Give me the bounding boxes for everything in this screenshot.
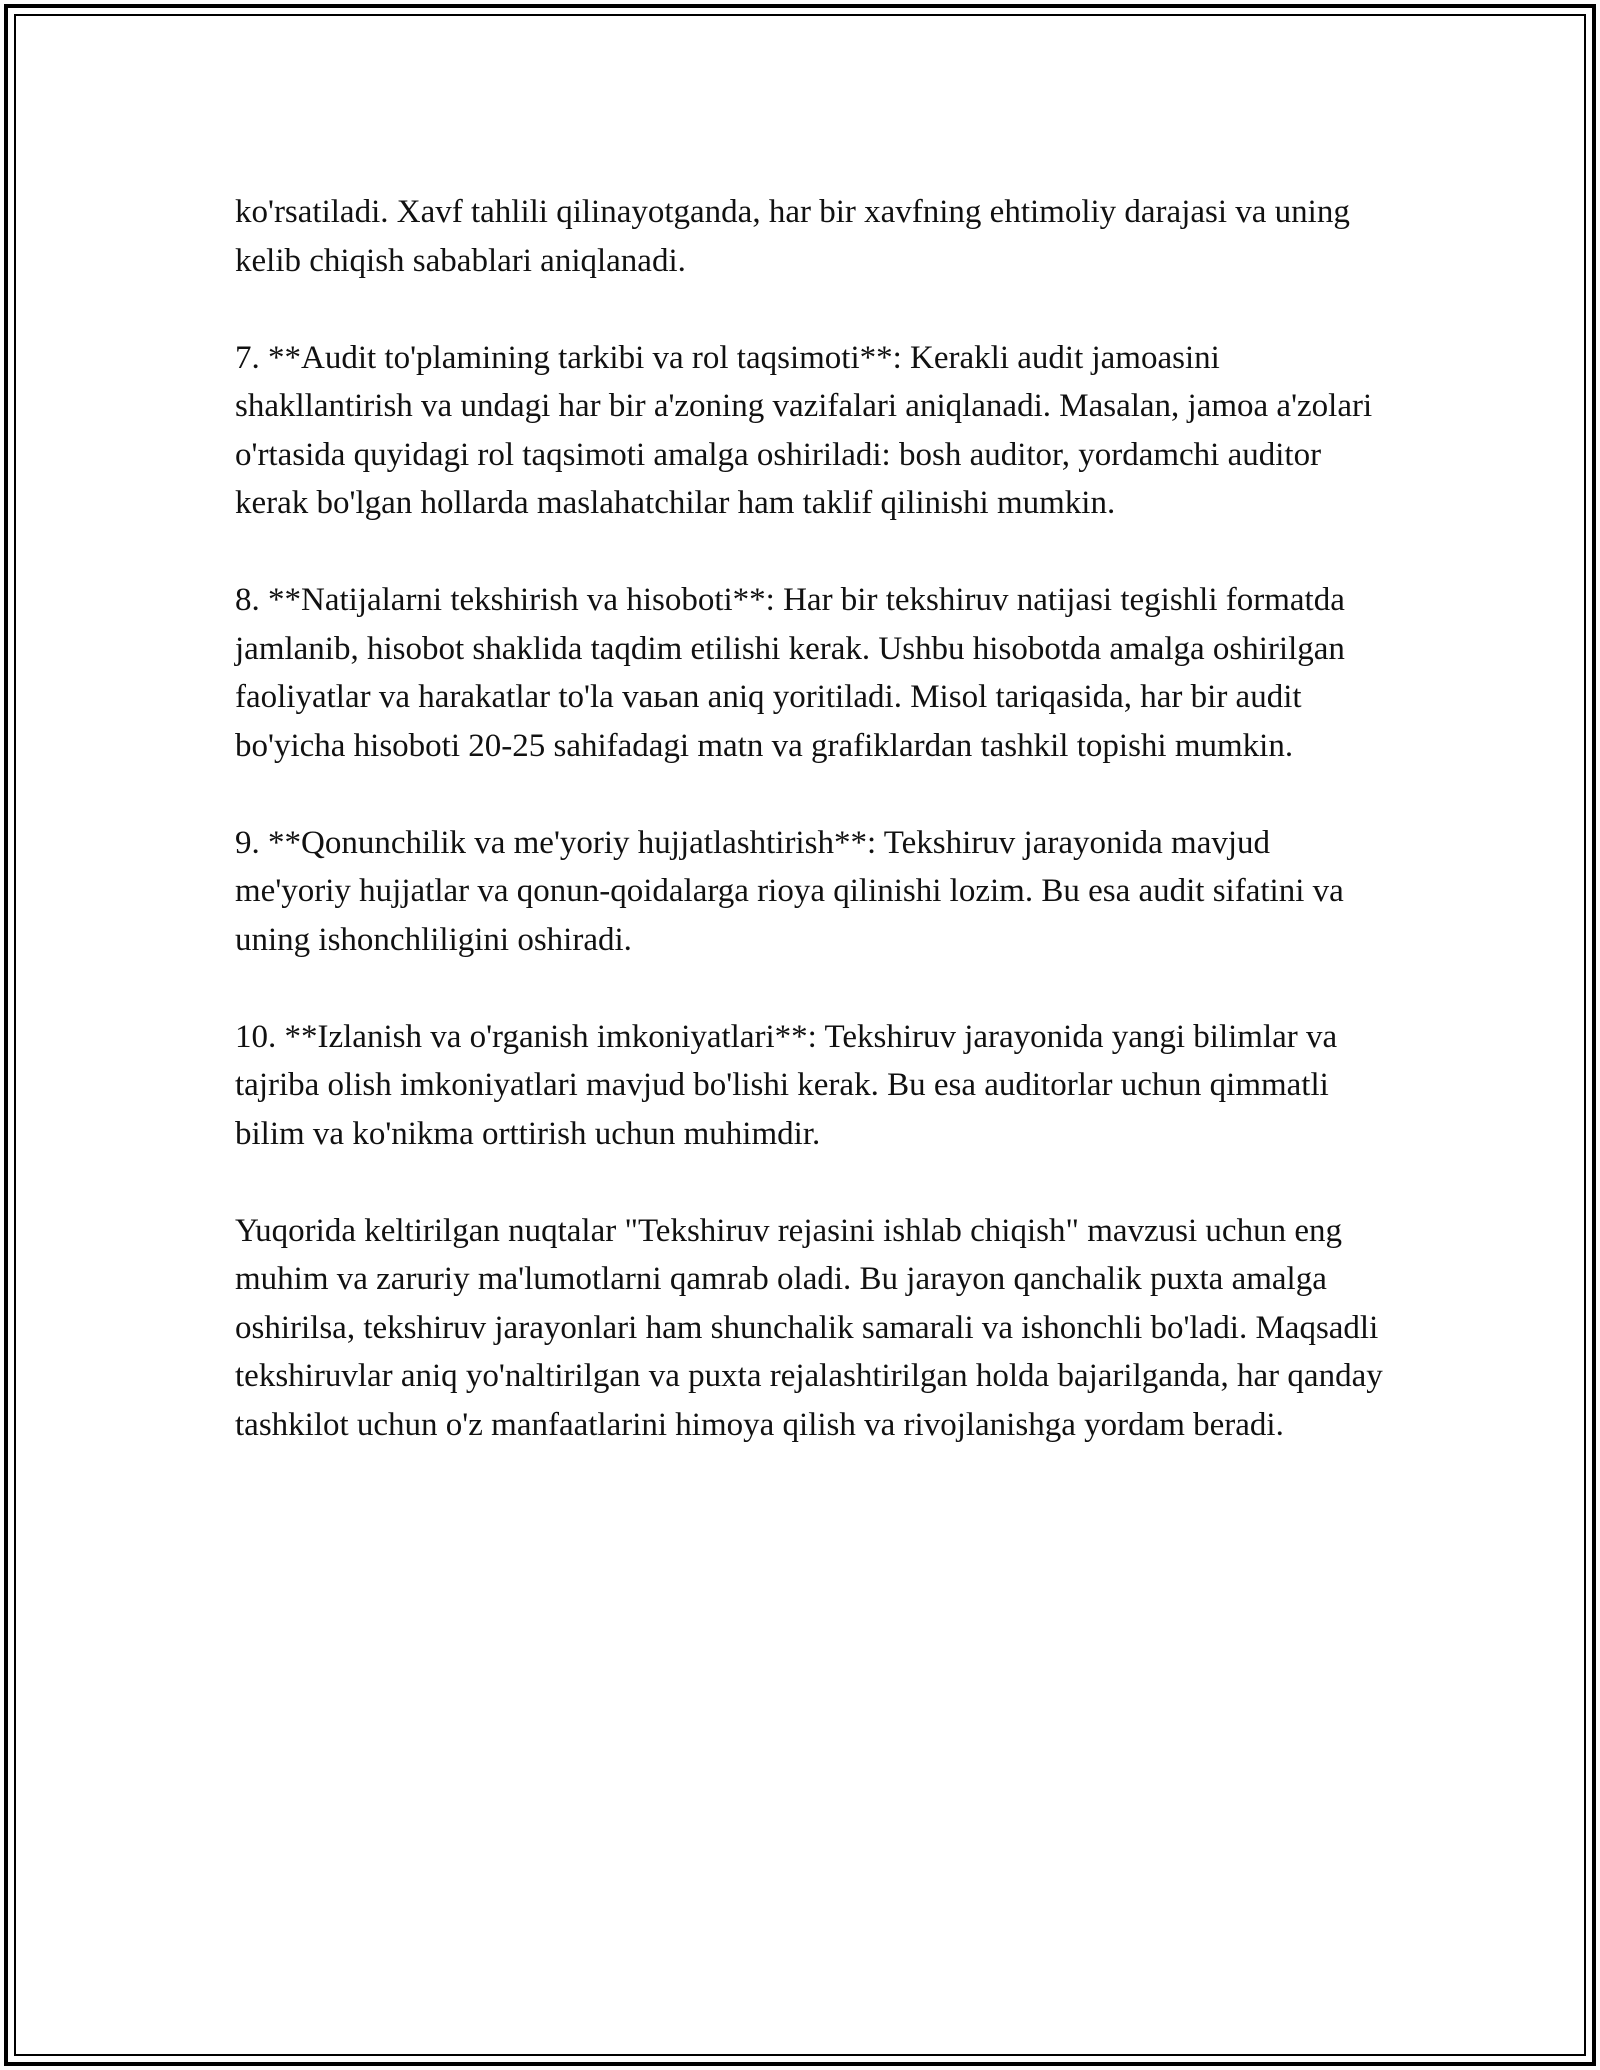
paragraph-item-10-learning: 10. **Izlanish va o'rganish imkoniyatlari**: Tekshiruv jarayonida yangi bilimlar va tajriba olish imkoniyatlari mavjud bo'lishi kerak. Bu esa auditorlar uchun qimmatli bilim va ko'nikma orttirish uchun muhimdir. <box>235 1018 1338 1152</box>
paragraph-item-9-legislation: 9. **Qonunchilik va me'yoriy hujjatlashtirish**: Tekshiruv jarayonida mavjud me'yoriy hujjatlar va qonun-qoidalarga rioya qilinishi lozim. Bu esa audit sifatini va uning ishonchliligini oshiradi. <box>235 824 1344 958</box>
document-body <box>235 188 1385 1498</box>
paragraph-item-7-audit-team: 7. **Audit to'plamining tarkibi va rol taqsimoti**: Kerakli audit jamoasini shakllantirish va undagi har bir a'zoning vazifalari aniqlanadi. Masalan, jamoa a'zolari o'rtasida quyidagi rol taqsimoti amalga oshiriladi: bosh auditor, yordamchi auditor kerak bo'lgan hollarda maslahatchilar ham taklif qilinishi mumkin. <box>235 339 1373 521</box>
paragraph-risk-analysis-continuation: ko'rsatiladi. Xavf tahlili qilinayotganda, har bir xavfning ehtimoliy darajasi va uning kelib chiqish sabablari aniqlanadi. <box>235 194 1350 279</box>
paragraph-conclusion: Yuqorida keltirilgan nuqtalar "Tekshiruv rejasini ishlab chiqish" mavzusi uchun eng muhim va zaruriy ma'lumotlarni qamrab oladi. Bu jarayon qanchalik puxta amalga oshirilsa, tekshiruv jarayonlari ham shunchalik samarali va ishonchli bo'ladi. Maqsadli tekshiruvlar aniq yo'naltirilgan va puxta rejalashtirilgan holda bajarilganda, har qanday tashkilot uchun o'z manfaatlarini himoya qilish va rivojlanishga yordam beradi. <box>235 1212 1383 1443</box>
paragraph-item-8-results-report: 8. **Natijalarni tekshirish va hisoboti**: Har bir tekshiruv natijasi tegishli formatda jamlanib, hisobot shaklida taqdim etilishi kerak. Ushbu hisobotda amalga oshirilgan faoliyatlar va harakatlar to'la vaьan aniq yoritiladi. Misol tariqasida, har bir audit bo'yicha hisoboti 20-25 sahifadagi matn va grafiklardan tashkil topishi mumkin. <box>235 582 1345 764</box>
